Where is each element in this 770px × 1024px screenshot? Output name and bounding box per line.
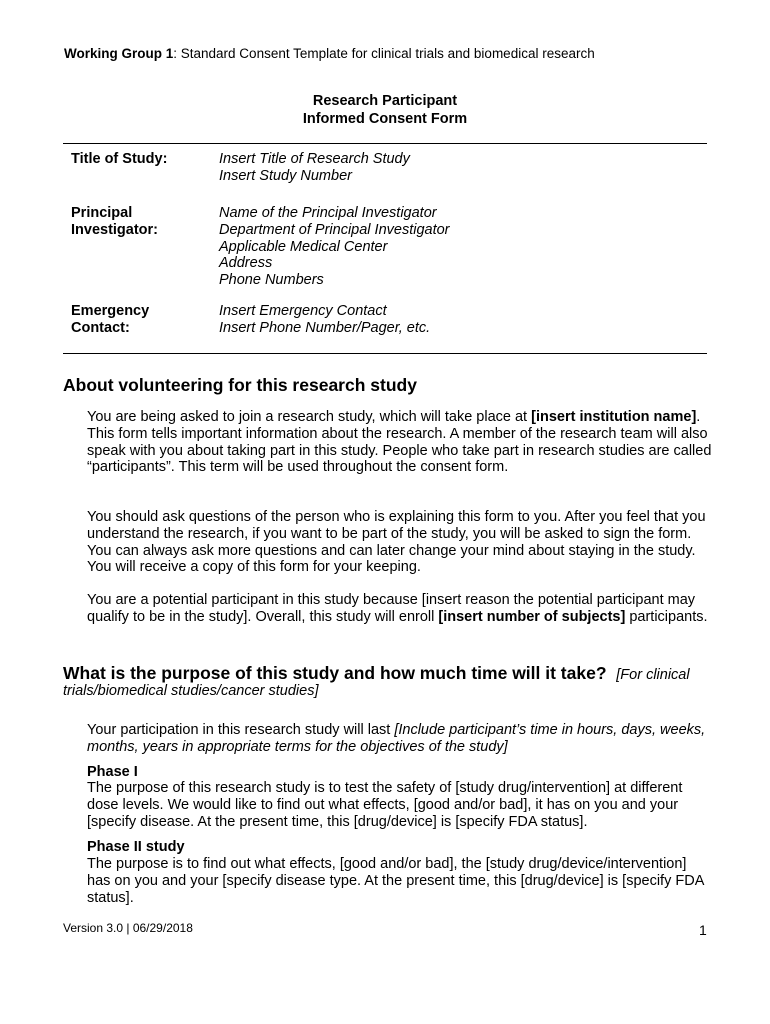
- intro-text-c: . This form tells important information about the research. A member of the research team will also speak with you about taking part in this study. People who take part in research studies are called “participants”. This term will be used throughout the consent form.: [87, 409, 712, 476]
- purpose-heading-note-1: [For clinical: [616, 667, 690, 683]
- footer-version: Version 3.0 | 06/29/2018: [63, 921, 193, 935]
- phase-2-heading: Phase II study: [87, 839, 185, 855]
- footer-page-number: 1: [699, 922, 707, 938]
- form-title-line-2: Informed Consent Form: [302, 111, 468, 127]
- pi-label-line-1: Principal: [71, 205, 133, 221]
- purpose-heading-note-2: trials/biomedical studies/cancer studies]: [63, 683, 319, 699]
- study-number-value: Insert Study Number: [219, 167, 352, 184]
- top-divider: [63, 143, 707, 144]
- principal-investigator-label: [71, 205, 158, 239]
- bottom-divider: [63, 353, 707, 354]
- purpose-heading-text: What is the purpose of this study and how much time will it take?: [63, 663, 607, 683]
- emergency-label-line-1: Emergency: [71, 303, 150, 319]
- paragraph-intro: [87, 409, 713, 476]
- emergency-label-line-2: Contact:: [71, 320, 130, 336]
- number-of-subjects-placeholder: [insert number of subjects]: [438, 608, 626, 625]
- intro-text-a: You are being asked to join a research study, which will take place at: [87, 409, 532, 425]
- pi-name-value: Name of the Principal Investigator: [219, 205, 437, 221]
- pi-phone-value: Phone Numbers: [219, 272, 324, 289]
- paragraph-questions: You should ask questions of the person who is explaining this form to you. After you feel that you understand the research, if you want to be part of the study, you will be asked to sign the form. You can always ask more questions and can later change your mind about staying in the study. You will receive a copy of this form for your keeping.: [87, 509, 706, 576]
- paragraph-potential-participant: [87, 592, 713, 626]
- section-heading-volunteering: About volunteering for this research study: [63, 375, 417, 395]
- emergency-contact-values: [219, 303, 430, 337]
- running-header: [64, 46, 595, 61]
- pi-address-value: Address: [219, 255, 273, 272]
- duration-text-a: Your participation in this research study will last: [87, 722, 395, 738]
- pi-label-line-2: Investigator:: [71, 222, 159, 238]
- participant-text-a: You are a potential participant in this study because [insert reason the potential participant may qualify to be in the study]. Overall, this study will enroll: [87, 592, 696, 625]
- working-group-label: Working Group 1: [64, 46, 174, 61]
- study-title-value: Insert Title of Research Study: [219, 151, 410, 167]
- intro-institution-placeholder: [insert institution name]: [531, 409, 697, 425]
- principal-investigator-values: [219, 205, 450, 289]
- emergency-contact-label: [71, 303, 149, 337]
- duration-placeholder: [Include participant’s time in hours, days, weeks, months, years in appropriate terms for the objectives of the study]: [87, 722, 706, 755]
- form-title: [0, 92, 770, 128]
- pi-medical-center-value: Applicable Medical Center: [219, 238, 388, 255]
- pi-department-value: Department of Principal Investigator: [219, 221, 450, 238]
- header-text: : Standard Consent Template for clinical trials and biomedical research: [173, 46, 595, 61]
- title-of-study-label: Title of Study:: [71, 151, 168, 167]
- phase-1-heading: Phase I: [87, 764, 138, 780]
- participant-text-c: participants.: [625, 608, 708, 625]
- title-of-study-values: [219, 151, 410, 185]
- paragraph-participation-duration: [87, 722, 713, 756]
- form-title-line-1: Research Participant: [312, 93, 458, 109]
- phase-2-text: The purpose is to find out what effects, [good and/or bad], the [study drug/device/intervention] has on you and your [specify disease type. At the present time, this [drug/device] is [specify FDA status].: [87, 856, 704, 906]
- emergency-phone-value: Insert Phone Number/Pager, etc.: [219, 319, 431, 336]
- phase-1-text: The purpose of this research study is to test the safety of [study drug/intervention] at different dose levels. We would like to find out what effects, [good and/or bad], it has on you and your [specify disease. At the present time, this [drug/device] is [specify FDA status].: [87, 780, 683, 830]
- emergency-contact-value: Insert Emergency Contact: [219, 303, 387, 319]
